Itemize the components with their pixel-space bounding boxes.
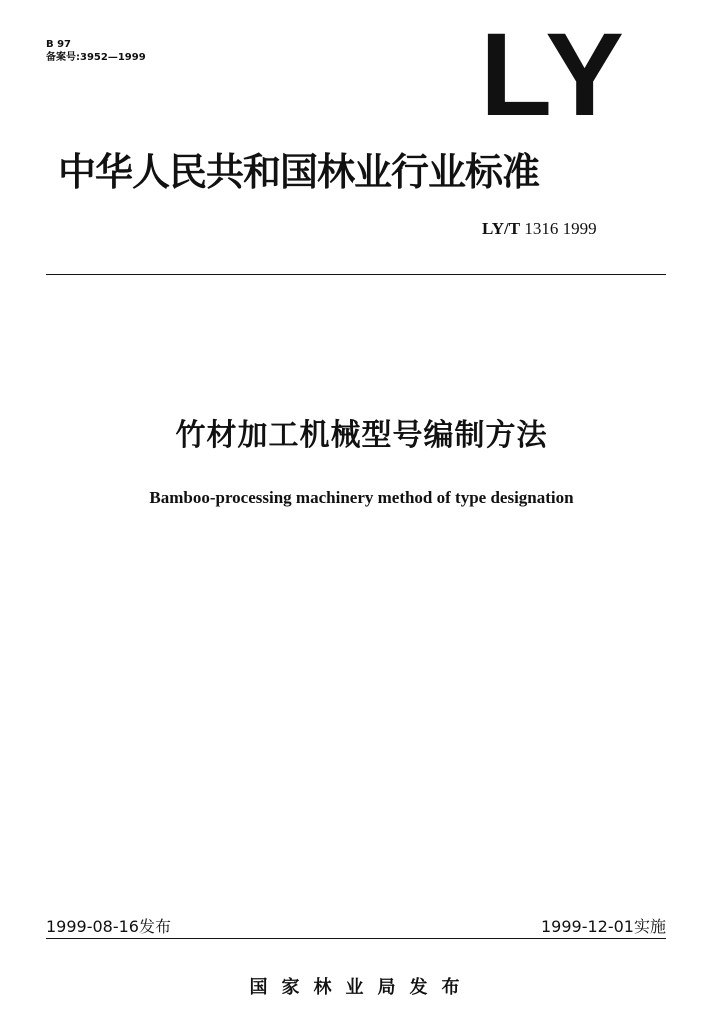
document-title-cn: 竹材加工机械型号编制方法	[175, 418, 548, 453]
org-title: 中华人民共和国林业行业标准	[58, 150, 540, 194]
document-title-en: Bamboo-processing machinery method of type designation	[149, 488, 574, 507]
publisher: 国家林业局发布	[249, 977, 474, 998]
standard-number-value: 1316 1999	[524, 219, 597, 238]
classification-code: B 97	[46, 39, 72, 50]
standard-code: LY/T	[482, 219, 521, 238]
standard-mark: LY	[480, 9, 628, 141]
implementation-date: 1999-12-01实施	[541, 917, 666, 936]
issue-date: 1999-08-16发布	[46, 917, 171, 936]
standard-number	[482, 218, 597, 240]
record-number: 备案号:3952—1999	[46, 52, 146, 63]
top-divider	[46, 274, 666, 275]
classification-block	[46, 38, 146, 64]
bottom-divider	[46, 938, 666, 939]
